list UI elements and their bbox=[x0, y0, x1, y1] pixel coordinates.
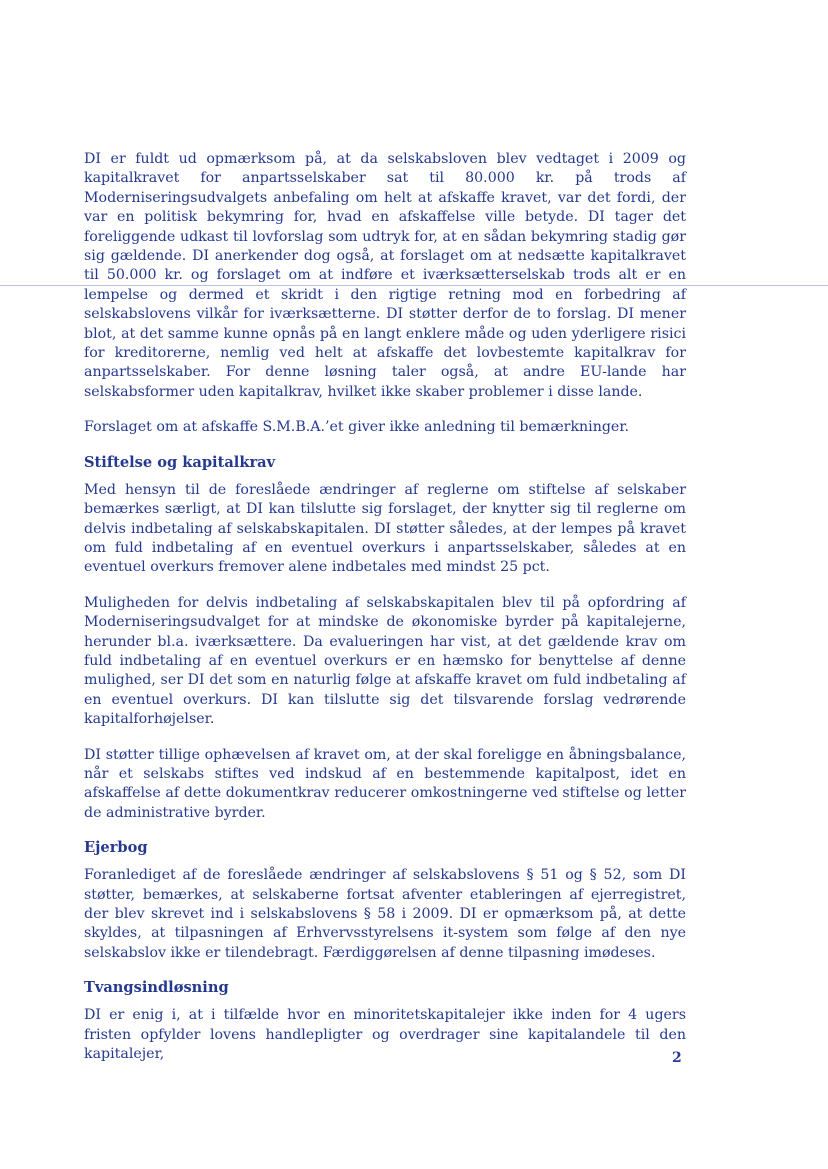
document-body bbox=[84, 150, 686, 1064]
heading-stiftelse-og-kapitalkrav: Stiftelse og kapitalkrav bbox=[84, 453, 276, 471]
heading-ejerbog: Ejerbog bbox=[84, 839, 148, 857]
paragraph-smba: Forslaget om at afskaffe S.M.B.A.’et giver ikke anledning til bemærkninger. bbox=[84, 419, 630, 436]
page-number: 2 bbox=[672, 1050, 682, 1066]
paragraph-capital-requirement: DI er fuldt ud opmærksom på, at da selskabsloven blev vedtaget i 2009 og kapitalkravet for anpartsselskaber sat til 80.000 kr. på trods af Moderniseringsudvalgets anbefaling om helt at afskaffe kravet, var det fordi, der var en politisk bekymring for, hvad en afskaffelse ville betyde. DI tager det foreliggende udkast til lovforslag som udtryk for, at en sådan bekymring stadig gør sig gældende. DI anerkender dog også, at forslaget om at nedsætte kapitalkravet til 50.000 kr. og forslaget om at indføre et iværksætterselskab trods alt er en lempelse og dermed et skridt i den rigtige retning mod en forbedring af selskabslovens vilkår for iværksætterne. DI støtter derfor de to forslag. DI mener blot, at det samme kunne opnås på en langt enklere måde og uden yderligere risici for kreditorerne, nemlig ved helt at afskaffe det lovbestemte kapitalkrav for anpartsselskaber. For denne løsning taler også, at andre EU-lande har selskabsformer uden kapitalkrav, hvilket ikke skaber problemer i disse lande. bbox=[84, 151, 686, 400]
paragraph-ejerbog: Foranlediget af de foreslåede ændringer af selskabslovens § 51 og § 52, som DI støtter, bemærkes, at selskaberne fortsat afventer etableringen af ejerregistret, der blev skrevet ind i selskabslovens § 58 i 2009. DI er opmærksom på, at dette skyldes, at tilpasningen af Erhvervsstyrelsens it-system som følge af den nye selskabslov ikke er tilendebragt. Færdiggørelsen af denne tilpasning imødeses. bbox=[84, 867, 686, 961]
paragraph-delvis-indbetaling: Muligheden for delvis indbetaling af selskabskapitalen blev til på opfordring af Moderniseringsudvalget for at mindske de økonomiske byrder på kapitalejerne, herunder bl.a. iværksættere. Da evalueringen har vist, at det gældende krav om fuld indbetaling af en eventuel overkurs er en hæmsko for benyttelse af denne mulighed, ser DI det som en naturlig følge at afskaffe kravet om fuld indbetaling af en eventuel overkurs. DI kan tilslutte sig det tilsvarende forslag vedrørende kapitalforhøjelser. bbox=[84, 594, 686, 728]
paragraph-aabningsbalance: DI støtter tillige ophævelsen af kravet om, at der skal foreligge en åbningsbalance, når et selskabs stiftes ved indskud af en bestemmende kapitalpost, idet en afskaffelse af dette dokumentkrav reducerer omkostningerne ved stiftelse og letter de administrative byrder. bbox=[84, 746, 686, 821]
heading-tvangsindloesning: Tvangsindløsning bbox=[84, 979, 229, 997]
paragraph-stiftelse: Med hensyn til de foreslåede ændringer af reglerne om stiftelse af selskaber bemærkes særligt, at DI kan tilslutte sig forslaget, der knytter sig til reglerne om delvis indbetaling af selskabskapitalen. DI støtter således, at der lempes på kravet om fuld indbetaling af en eventuel overkurs i anpartsselskaber, således at en eventuel overkurs fremover alene indbetales med mindst 25 pct. bbox=[84, 481, 686, 576]
paragraph-tvangsindloesning: DI er enig i, at i tilfælde hvor en minoritetskapitalejer ikke inden for 4 ugers fristen opfylder lovens handlepligter og overdrager sine kapitalandele til den kapitalejer, bbox=[84, 1007, 686, 1063]
